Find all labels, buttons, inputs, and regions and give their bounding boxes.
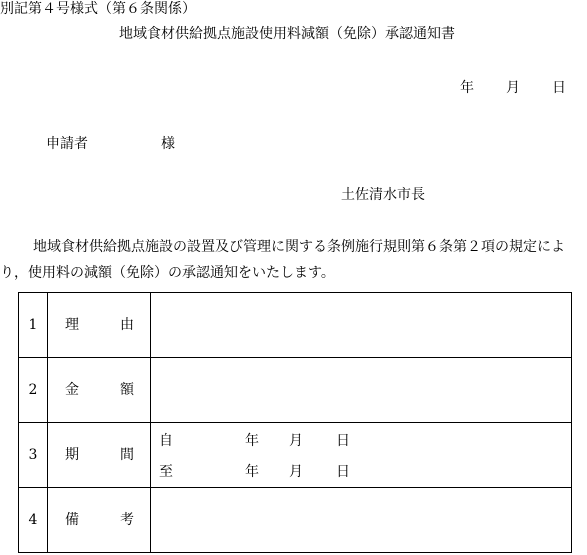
remarks-value-cell[interactable] — [151, 488, 572, 553]
period-to-year: 年 — [245, 464, 259, 480]
document-title: 地域食材供給拠点施設使用料減額（免除）承認通知書 — [119, 26, 455, 42]
row-label-part: 由 — [120, 317, 134, 333]
issuer-name: 土佐清水市長 — [341, 187, 425, 203]
row-label-part: 期 — [65, 447, 79, 463]
row-label-remarks — [48, 488, 151, 553]
body-text-line-1: 地域食材供給拠点施設の設置及び管理に関する条例施行規則第６条第２項の規定によ — [33, 239, 565, 255]
row-number: 4 — [19, 488, 48, 553]
period-to-day: 日 — [336, 464, 350, 480]
table-row-amount — [19, 358, 572, 423]
table-row-period — [19, 423, 572, 488]
row-label-part: 考 — [120, 512, 134, 528]
date-year: 年 — [460, 80, 474, 96]
row-label-part: 間 — [120, 447, 134, 463]
period-from-year: 年 — [245, 433, 259, 449]
reason-value-cell[interactable] — [151, 293, 572, 358]
amount-value-cell[interactable] — [151, 358, 572, 423]
row-number: 1 — [19, 293, 48, 358]
period-from-day: 日 — [336, 433, 350, 449]
period-to-month: 月 — [289, 464, 303, 480]
row-label-part: 額 — [120, 382, 134, 398]
applicant-label: 申請者 — [46, 136, 88, 152]
applicant-honorific: 様 — [161, 136, 175, 152]
period-to-label: 至 — [159, 464, 173, 480]
period-value-cell[interactable] — [151, 423, 572, 488]
period-from-month: 月 — [289, 433, 303, 449]
date-line — [460, 81, 566, 95]
date-day: 日 — [552, 80, 566, 96]
body-text-line-2: り，使用料の減額（免除）の承認通知をいたします。 — [0, 265, 335, 281]
period-from-label: 自 — [159, 433, 173, 449]
row-label-part: 理 — [65, 317, 79, 333]
row-label-part: 備 — [65, 512, 79, 528]
row-number: 3 — [19, 423, 48, 488]
row-label-period — [48, 423, 151, 488]
table-row-remarks — [19, 488, 572, 553]
row-number: 2 — [19, 358, 48, 423]
table-row-reason — [19, 293, 572, 358]
form-label: 別記第４号様式（第６条関係） — [0, 1, 196, 17]
row-label-amount — [48, 358, 151, 423]
row-label-part: 金 — [65, 382, 79, 398]
date-month: 月 — [506, 80, 520, 96]
row-label-reason — [48, 293, 151, 358]
details-table — [18, 292, 572, 553]
